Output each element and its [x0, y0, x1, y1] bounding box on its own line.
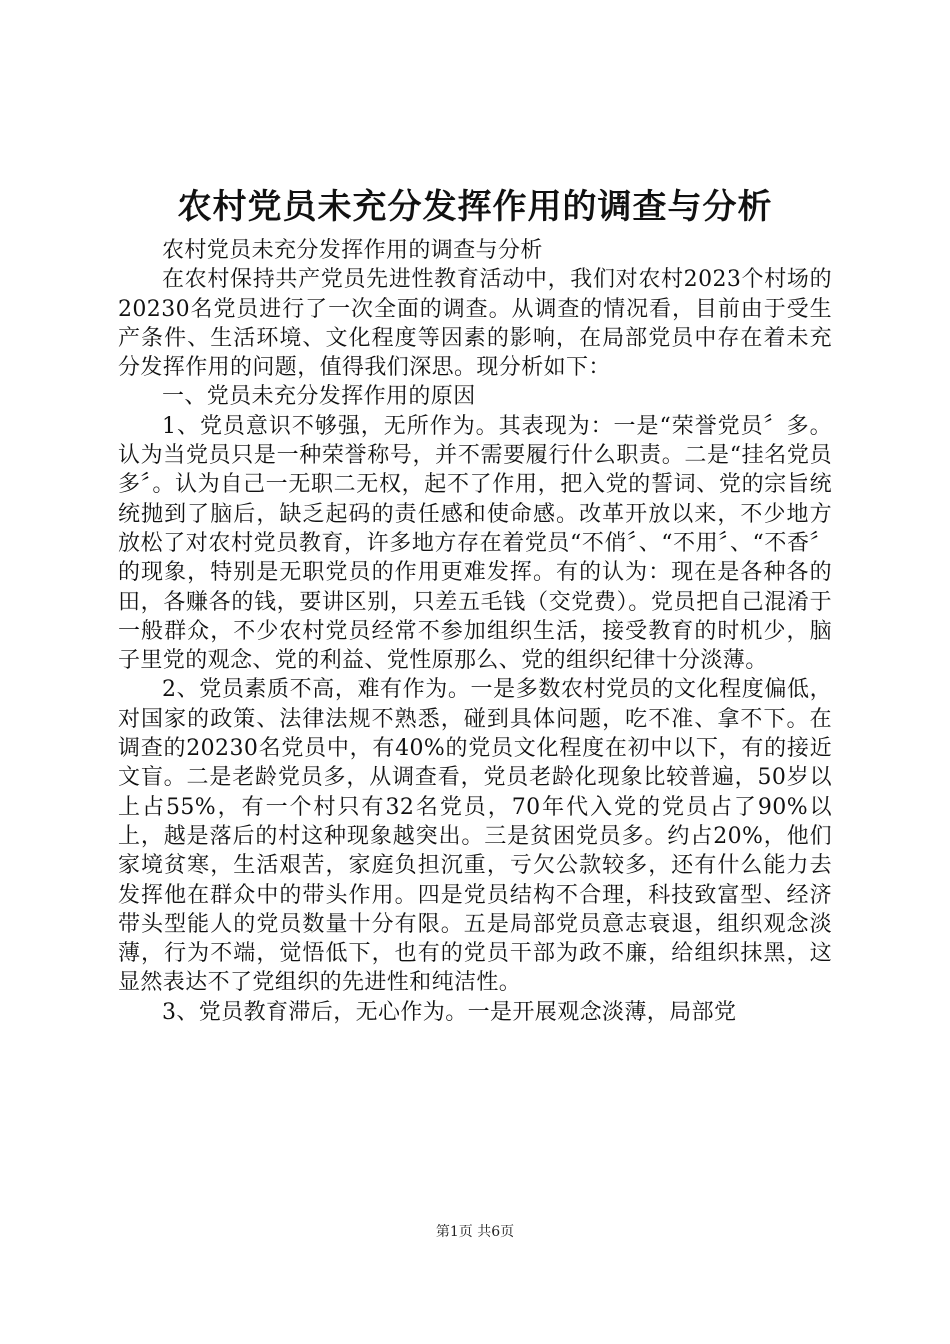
paragraph-intro: 在农村保持共产党员先进性教育活动中，我们对农村2023个村场的20230名党员进行了一次全面的调查。从调查的情况看，目前由于受生产条件、生活环境、文化程度等因素的影响，在局部党员中存在着未充分发挥作用的问题，值得我们深思。现分析如下：	[118, 267, 832, 381]
paragraph-reason-3: 3、党员教育滞后，无心作为。一是开展观念淡薄，局部党	[162, 999, 737, 1025]
page-number: 第1页 共6页	[435, 1224, 515, 1240]
paragraph-reason-1: 1、党员意识不够强，无所作为。其表现为：一是“荣誉党员〞多。认为当党员只是一种荣誉称号，并不需要履行什么职责。二是“挂名党员多〞。认为自己一无职二无权，起不了作用，把入党的誓词、党的宗旨统统抛到了脑后，缺乏起码的责任感和使命感。改革开放以来，不少地方放松了对农村党员教育，许多地方存在着党员“不俏〞、“不用〞、“不香〞的现象，特别是无职党员的作用更难发挥。有的认为：现在是各种各的田，各赚各的钱，要讲区别，只差五毛钱（交党费）。党员把自己混淆于一般群众，不少农村党员经常不参加组织生活，接受教育的时机少，脑子里党的观念、党的利益、党性原那么、党的组织纪律十分淡薄。	[118, 413, 832, 674]
paragraph-subtitle: 农村党员未充分发挥作用的调查与分析	[162, 238, 543, 263]
section-heading: 一、党员未充分发挥作用的原因	[162, 384, 476, 410]
document-body	[118, 236, 832, 1027]
document-title: 农村党员未充分发挥作用的调查与分析	[177, 187, 773, 227]
paragraph-reason-2: 2、党员素质不高，难有作为。一是多数农村党员的文化程度偏低，对国家的政策、法律法规不熟悉，碰到具体问题，吃不准、拿不下。在调查的20230名党员中，有40%的党员文化程度在初中以下，有的接近文盲。二是老龄党员多，从调查看，党员老龄化现象比较普遍，50岁以上占55%，有一个村只有32名党员，70年代入党的党员占了90%以上，越是落后的村这种现象越突出。三是贫困党员多。约占20%，他们家境贫寒，生活艰苦，家庭负担沉重，亏欠公款较多，还有什么能力去发挥他在群众中的带头作用。四是党员结构不合理，科技致富型、经济带头型能人的党员数量十分有限。五是局部党员意志衰退，组织观念淡薄，行为不端，觉悟低下，也有的党员干部为政不廉，给组织抹黑，这显然表达不了党组织的先进性和纯洁性。	[118, 677, 832, 996]
